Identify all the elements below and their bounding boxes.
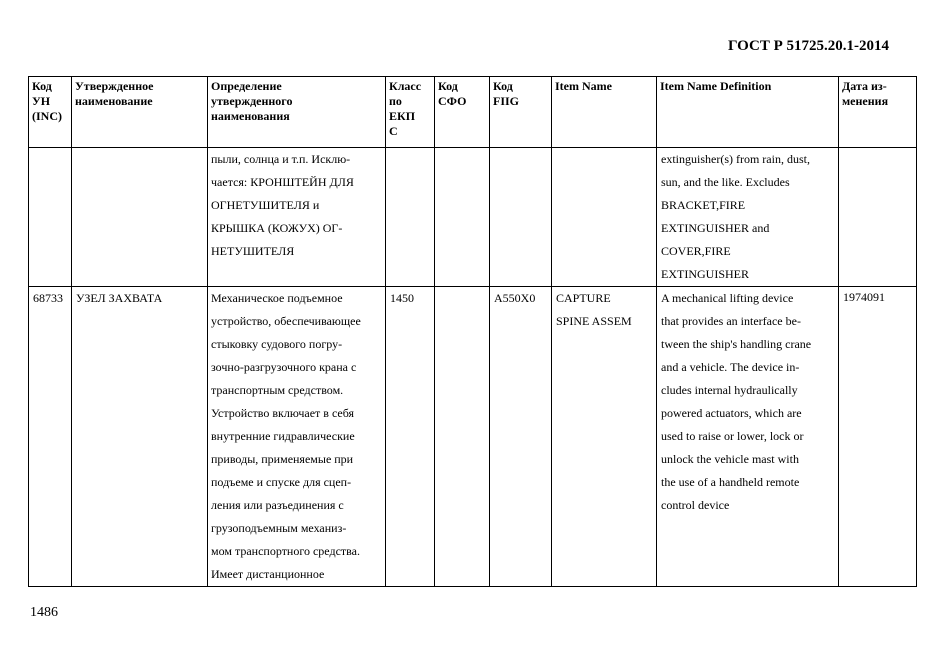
cell-text-line: НЕТУШИТЕЛЯ xyxy=(211,244,295,258)
header-definition-en xyxy=(657,77,839,148)
cell-sfo-code xyxy=(435,148,490,287)
cell-text-line: транспортным средством. xyxy=(211,383,344,397)
cell-text-line: COVER,FIRE xyxy=(661,244,731,258)
header-change-date xyxy=(839,77,917,148)
header-label-line: менения xyxy=(842,94,889,108)
cell-inc: 68733 xyxy=(29,287,72,587)
cell-text-line: зочно-разгрузочного крана с xyxy=(211,360,357,374)
cell-change-date xyxy=(839,148,917,287)
cell-fiig-code xyxy=(490,148,552,287)
header-label-line: наименование xyxy=(75,94,153,108)
header-label-line: С xyxy=(389,124,398,138)
table-header-row xyxy=(29,77,917,148)
table-row xyxy=(29,287,917,587)
cell-definition-ru xyxy=(208,148,386,287)
cell-text-line: BRACKET,FIRE xyxy=(661,198,746,212)
cell-inc xyxy=(29,148,72,287)
cell-text-line: that provides an interface be- xyxy=(661,314,801,328)
header-ekps-class xyxy=(386,77,435,148)
header-sfo-code xyxy=(435,77,490,148)
cell-fiig-code: A550X0 xyxy=(490,287,552,587)
header-label-line: Код xyxy=(32,79,52,93)
header-approved-name xyxy=(72,77,208,148)
header-label-line: Item Name Definition xyxy=(660,79,772,93)
page-number: 1486 xyxy=(30,605,58,620)
table-row xyxy=(29,148,917,287)
cell-text-line: стыковку судового погру- xyxy=(211,337,343,351)
header-label-line: FIIG xyxy=(493,94,520,108)
header-definition-ru xyxy=(208,77,386,148)
cell-text-line: unlock the vehicle mast with xyxy=(661,452,799,466)
catalog-table xyxy=(28,76,917,587)
cell-ekps-class xyxy=(386,148,435,287)
cell-text-line: control device xyxy=(661,498,730,512)
header-label-line: по xyxy=(389,94,402,108)
cell-text-line: Механическое подъемное xyxy=(211,291,343,305)
cell-text-line: EXTINGUISHER and xyxy=(661,221,770,235)
header-item-name xyxy=(552,77,657,148)
header-label-line: утвержденного xyxy=(211,94,293,108)
cell-text-line: CAPTURE xyxy=(556,291,611,305)
cell-text-line: устройство, обеспечивающее xyxy=(211,314,361,328)
header-label-line: СФО xyxy=(438,94,467,108)
cell-text-line: пыли, солнца и т.п. Исклю- xyxy=(211,152,351,166)
header-label-line: Класс xyxy=(389,79,422,93)
header-label-line: Item Name xyxy=(555,79,612,93)
cell-text-line: tween the ship's handling crane xyxy=(661,337,812,351)
cell-change-date: 1974091 xyxy=(839,287,917,587)
cell-text-line: and a vehicle. The device in- xyxy=(661,360,800,374)
header-label-line: Дата из- xyxy=(842,79,887,93)
cell-approved-name: УЗЕЛ ЗАХВАТА xyxy=(72,287,208,587)
cell-text-line: мом транспортного средства. xyxy=(211,544,360,558)
header-label-line: Код xyxy=(438,79,458,93)
cell-text-line: EXTINGUISHER xyxy=(661,267,749,281)
cell-item-name xyxy=(552,287,657,587)
cell-text-line: КРЫШКА (КОЖУХ) ОГ- xyxy=(211,221,343,235)
cell-text-line: powered actuators, which are xyxy=(661,406,802,420)
header-fiig-code xyxy=(490,77,552,148)
cell-definition-ru xyxy=(208,287,386,587)
cell-text-line: внутренние гидравлические xyxy=(211,429,355,443)
cell-text-line: ления или разъединения с xyxy=(211,498,344,512)
header-label-line: Определение xyxy=(211,79,282,93)
header-label-line: ЕКП xyxy=(389,109,416,123)
header-inc xyxy=(29,77,72,148)
cell-text-line: extinguisher(s) from rain, dust, xyxy=(661,152,810,166)
cell-approved-name xyxy=(72,148,208,287)
cell-text-line: A mechanical lifting device xyxy=(661,291,794,305)
cell-text-line: Имеет дистанционное xyxy=(211,567,325,581)
cell-text-line: Устройство включает в себя xyxy=(211,406,355,420)
cell-text-line: подъеме и спуске для сцеп- xyxy=(211,475,352,489)
header-label-line: (INC) xyxy=(32,109,62,123)
cell-ekps-class: 1450 xyxy=(386,287,435,587)
header-label-line: Код xyxy=(493,79,513,93)
header-label-line: Утвержденное xyxy=(75,79,154,93)
cell-text-line: used to raise or lower, lock or xyxy=(661,429,804,443)
standard-code: ГОСТ Р 51725.20.1-2014 xyxy=(727,38,889,54)
header-label-line: УН xyxy=(32,94,51,108)
header-label-line: наименования xyxy=(211,109,290,123)
cell-text-line: sun, and the like. Excludes xyxy=(661,175,790,189)
cell-text-line: приводы, применяемые при xyxy=(211,452,354,466)
cell-text-line: грузоподъемным механиз- xyxy=(211,521,347,535)
cell-definition-en xyxy=(657,287,839,587)
cell-text-line: cludes internal hydraulically xyxy=(661,383,798,397)
cell-text-line: the use of a handheld remote xyxy=(661,475,800,489)
cell-text-line: SPINE ASSEM xyxy=(556,314,632,328)
cell-sfo-code xyxy=(435,287,490,587)
cell-definition-en xyxy=(657,148,839,287)
cell-text-line: чается: КРОНШТЕЙН ДЛЯ xyxy=(211,175,354,189)
cell-text-line: ОГНЕТУШИТЕЛЯ и xyxy=(211,198,320,212)
cell-item-name xyxy=(552,148,657,287)
